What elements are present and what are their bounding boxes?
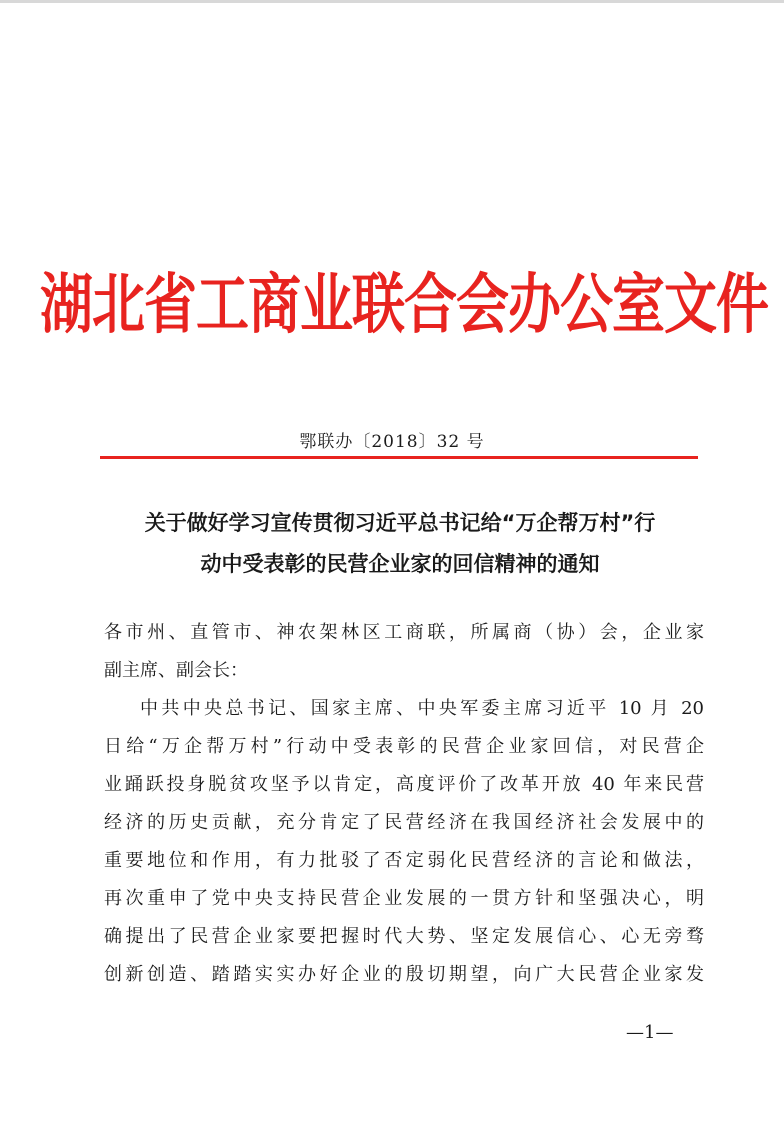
paragraph-line: 再次重申了党中央支持民营企业发展的一贯方针和坚强决心，明: [104, 888, 704, 909]
document-number: 鄂联办〔2018〕32 号: [299, 432, 485, 452]
issuer-header-title: 湖北省工商业联合会办公室文件: [40, 268, 768, 343]
salutation-line: 各市州、直管市、神农架林区工商联，所属商（协）会，企业家: [104, 622, 704, 643]
notice-title-line: 动中受表彰的民营企业家的回信精神的通知: [200, 552, 600, 576]
paragraph-line: 创新创造、踏踏实实办好企业的殷切期望，向广大民营企业家发: [104, 964, 704, 985]
paragraph-line: 中共中央总书记、国家主席、中央军委主席习近平 10 月 20: [140, 698, 704, 719]
paragraph-line: 日给“万企帮万村”行动中受表彰的民营企业家回信，对民营企: [104, 736, 704, 757]
notice-title-line: 关于做好学习宣传贯彻习近平总书记给“万企帮万村”行: [144, 511, 656, 535]
salutation-line: 副主席、副会长：: [104, 660, 248, 681]
scan-edge: [0, 0, 784, 3]
notice-title: [90, 503, 710, 585]
paragraph-line: 经济的历史贡献，充分肯定了民营经济在我国经济社会发展中的: [104, 812, 704, 833]
paragraph-line: 确提出了民营企业家要把握时代大势、坚定发展信心、心无旁骛: [104, 926, 704, 947]
page-number: —1—: [626, 1022, 674, 1043]
paragraph-line: 业踊跃投身脱贫攻坚予以肯定，高度评价了改革开放 40 年来民营: [104, 774, 704, 795]
document-body: [104, 614, 704, 994]
red-divider-line: [100, 456, 698, 459]
paragraph-line: 重要地位和作用，有力批驳了否定弱化民营经济的言论和做法，: [104, 850, 704, 871]
